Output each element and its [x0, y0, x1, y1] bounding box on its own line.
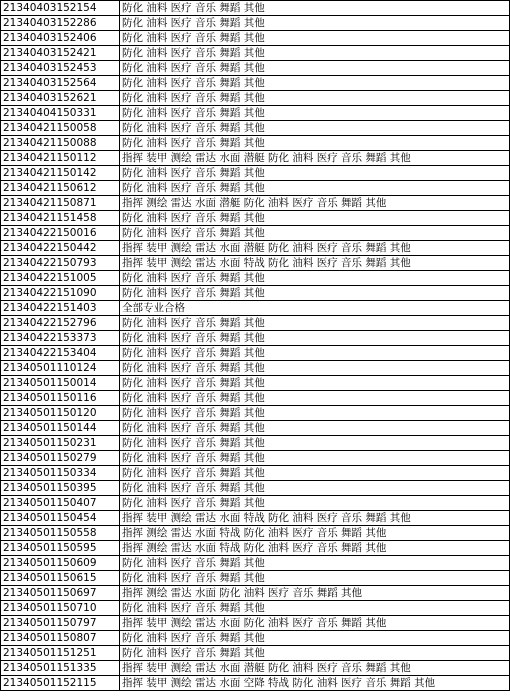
qualified-specialties-cell[interactable]: 防化 油料 医疗 音乐 舞蹈 其他: [120, 496, 510, 511]
qualified-specialties-cell[interactable]: 防化 油料 医疗 音乐 舞蹈 其他: [120, 136, 510, 151]
table-row: [1, 361, 510, 376]
qualified-specialties-cell[interactable]: 防化 油料 医疗 音乐 舞蹈 其他: [120, 91, 510, 106]
table-row: [1, 571, 510, 586]
qualified-specialties-cell[interactable]: 防化 油料 医疗 音乐 舞蹈 其他: [120, 76, 510, 91]
qualified-specialties-cell[interactable]: 防化 油料 医疗 音乐 舞蹈 其他: [120, 31, 510, 46]
candidate-id-cell[interactable]: 21340501150609: [1, 556, 120, 571]
qualified-specialties-cell[interactable]: 指挥 装甲 测绘 雷达 水面 潜艇 防化 油料 医疗 音乐 舞蹈 其他: [120, 661, 510, 676]
candidate-id-cell[interactable]: 21340403152453: [1, 61, 120, 76]
table-row: [1, 346, 510, 361]
candidate-id-cell[interactable]: 21340422153404: [1, 346, 120, 361]
candidate-id-cell[interactable]: 21340501150334: [1, 466, 120, 481]
candidate-id-cell[interactable]: 21340501150116: [1, 391, 120, 406]
qualified-specialties-cell[interactable]: 防化 油料 医疗 音乐 舞蹈 其他: [120, 646, 510, 661]
table-row: [1, 181, 510, 196]
candidate-id-cell[interactable]: 21340501150807: [1, 631, 120, 646]
qualified-specialties-cell[interactable]: 防化 油料 医疗 音乐 舞蹈 其他: [120, 631, 510, 646]
qualified-specialties-cell[interactable]: 防化 油料 医疗 音乐 舞蹈 其他: [120, 361, 510, 376]
table-row: [1, 616, 510, 631]
table-row: [1, 196, 510, 211]
candidate-id-cell[interactable]: 21340501110124: [1, 361, 120, 376]
qualified-specialties-cell[interactable]: 指挥 测绘 雷达 水面 防化 油料 医疗 音乐 舞蹈 其他: [120, 586, 510, 601]
table-row: [1, 511, 510, 526]
table-row: [1, 406, 510, 421]
candidate-id-cell[interactable]: 21340421150871: [1, 196, 120, 211]
table-row: [1, 556, 510, 571]
candidate-id-cell[interactable]: 21340403152564: [1, 76, 120, 91]
table-row: [1, 61, 510, 76]
table-row: [1, 16, 510, 31]
qualified-specialties-cell[interactable]: 防化 油料 医疗 音乐 舞蹈 其他: [120, 106, 510, 121]
table-row: [1, 541, 510, 556]
qualified-specialties-cell[interactable]: 防化 油料 医疗 音乐 舞蹈 其他: [120, 571, 510, 586]
table-row: [1, 271, 510, 286]
qualified-specialties-cell[interactable]: 防化 油料 医疗 音乐 舞蹈 其他: [120, 1, 510, 16]
table-row: [1, 631, 510, 646]
table-row: [1, 301, 510, 316]
candidate-id-cell[interactable]: 21340501150014: [1, 376, 120, 391]
candidate-id-cell[interactable]: 21340403152286: [1, 16, 120, 31]
candidate-id-cell[interactable]: 21340421150088: [1, 136, 120, 151]
candidate-id-cell[interactable]: 21340404150331: [1, 106, 120, 121]
table-row: [1, 466, 510, 481]
table-row: [1, 256, 510, 271]
qualified-specialties-cell[interactable]: 防化 油料 医疗 音乐 舞蹈 其他: [120, 481, 510, 496]
qualified-specialties-cell[interactable]: 防化 油料 医疗 音乐 舞蹈 其他: [120, 181, 510, 196]
table-row: [1, 601, 510, 616]
table-row: [1, 91, 510, 106]
candidate-id-cell[interactable]: 21340421151458: [1, 211, 120, 226]
candidate-id-cell[interactable]: 21340421150142: [1, 166, 120, 181]
table-row: [1, 136, 510, 151]
candidate-id-cell[interactable]: 21340403152421: [1, 46, 120, 61]
qualified-specialties-cell[interactable]: 防化 油料 医疗 音乐 舞蹈 其他: [120, 331, 510, 346]
qualified-specialties-cell[interactable]: 全部专业合格: [120, 301, 510, 316]
qualified-specialties-cell[interactable]: 防化 油料 医疗 音乐 舞蹈 其他: [120, 346, 510, 361]
qualified-specialties-cell[interactable]: 防化 油料 医疗 音乐 舞蹈 其他: [120, 121, 510, 136]
qualified-specialties-cell[interactable]: 防化 油料 医疗 音乐 舞蹈 其他: [120, 601, 510, 616]
table-row: [1, 451, 510, 466]
table-row: [1, 1, 510, 16]
table-row: [1, 391, 510, 406]
qualified-specialties-cell[interactable]: 防化 油料 医疗 音乐 舞蹈 其他: [120, 61, 510, 76]
qualified-specialties-cell[interactable]: 防化 油料 医疗 音乐 舞蹈 其他: [120, 436, 510, 451]
table-row: [1, 106, 510, 121]
qualified-specialties-cell[interactable]: 指挥 装甲 测绘 雷达 水面 防化 油料 医疗 音乐 舞蹈 其他: [120, 616, 510, 631]
qualified-specialties-cell[interactable]: 指挥 测绘 雷达 水面 特战 防化 油料 医疗 音乐 舞蹈 其他: [120, 526, 510, 541]
candidate-id-cell[interactable]: 21340501150697: [1, 586, 120, 601]
qualified-specialties-cell[interactable]: 指挥 装甲 测绘 雷达 水面 潜艇 防化 油料 医疗 音乐 舞蹈 其他: [120, 151, 510, 166]
table-body: [1, 1, 510, 691]
qualified-specialties-cell[interactable]: 指挥 装甲 测绘 雷达 水面 特战 防化 油料 医疗 音乐 舞蹈 其他: [120, 511, 510, 526]
qualified-specialties-cell[interactable]: 防化 油料 医疗 音乐 舞蹈 其他: [120, 16, 510, 31]
candidate-id-cell[interactable]: 21340403152154: [1, 1, 120, 16]
candidate-id-cell[interactable]: 21340501150407: [1, 496, 120, 511]
candidate-id-cell[interactable]: 21340501151251: [1, 646, 120, 661]
candidate-id-cell[interactable]: 21340421150112: [1, 151, 120, 166]
candidate-id-cell[interactable]: 21340422151005: [1, 271, 120, 286]
qualified-specialties-cell[interactable]: 防化 油料 医疗 音乐 舞蹈 其他: [120, 421, 510, 436]
candidate-id-cell[interactable]: 21340501151335: [1, 661, 120, 676]
table-row: [1, 316, 510, 331]
table-row: [1, 31, 510, 46]
table-row: [1, 526, 510, 541]
table-row: [1, 661, 510, 676]
table-row: [1, 496, 510, 511]
candidate-id-cell[interactable]: 21340501150395: [1, 481, 120, 496]
candidate-id-cell[interactable]: 21340422153373: [1, 331, 120, 346]
qualified-specialties-cell[interactable]: 指挥 装甲 测绘 雷达 水面 潜艇 防化 油料 医疗 音乐 舞蹈 其他: [120, 241, 510, 256]
table-row: [1, 421, 510, 436]
candidate-id-cell[interactable]: 21340501150797: [1, 616, 120, 631]
qualified-specialties-cell[interactable]: 防化 油料 医疗 音乐 舞蹈 其他: [120, 466, 510, 481]
table-row: [1, 211, 510, 226]
table-row: [1, 676, 510, 691]
table-row: [1, 286, 510, 301]
candidate-id-cell[interactable]: 21340403152406: [1, 31, 120, 46]
candidate-id-cell[interactable]: 21340501152115: [1, 676, 120, 691]
candidate-id-cell[interactable]: 21340501150120: [1, 406, 120, 421]
qualified-specialties-cell[interactable]: 指挥 测绘 雷达 水面 潜艇 防化 油料 医疗 音乐 舞蹈 其他: [120, 196, 510, 211]
table-row: [1, 586, 510, 601]
table-row: [1, 481, 510, 496]
candidate-id-cell[interactable]: 21340501150144: [1, 421, 120, 436]
qualified-specialties-cell[interactable]: 防化 油料 医疗 音乐 舞蹈 其他: [120, 166, 510, 181]
candidate-id-cell[interactable]: 21340501150279: [1, 451, 120, 466]
candidate-id-cell[interactable]: 21340501150454: [1, 511, 120, 526]
qualified-specialties-cell[interactable]: 指挥 装甲 测绘 雷达 水面 特战 防化 油料 医疗 音乐 舞蹈 其他: [120, 256, 510, 271]
qualified-specialties-cell[interactable]: 指挥 装甲 测绘 雷达 水面 空降 特战 防化 油料 医疗 音乐 舞蹈 其他: [120, 676, 510, 691]
candidate-id-cell[interactable]: 21340422151090: [1, 286, 120, 301]
qualified-specialties-cell[interactable]: 防化 油料 医疗 音乐 舞蹈 其他: [120, 211, 510, 226]
candidate-id-cell[interactable]: 21340422150442: [1, 241, 120, 256]
qualified-specialties-cell[interactable]: 防化 油料 医疗 音乐 舞蹈 其他: [120, 406, 510, 421]
candidate-id-cell[interactable]: 21340501150710: [1, 601, 120, 616]
table-row: [1, 646, 510, 661]
candidate-id-cell[interactable]: 21340501150615: [1, 571, 120, 586]
table-row: [1, 76, 510, 91]
candidate-id-cell[interactable]: 21340501150231: [1, 436, 120, 451]
candidate-id-cell[interactable]: 21340501150558: [1, 526, 120, 541]
candidate-id-cell[interactable]: 21340421150058: [1, 121, 120, 136]
table-row: [1, 331, 510, 346]
candidate-id-cell[interactable]: 21340403152621: [1, 91, 120, 106]
qualified-specialties-cell[interactable]: 防化 油料 医疗 音乐 舞蹈 其他: [120, 286, 510, 301]
qualified-specialties-cell[interactable]: 防化 油料 医疗 音乐 舞蹈 其他: [120, 46, 510, 61]
qualified-specialties-cell[interactable]: 指挥 测绘 雷达 水面 特战 防化 油料 医疗 音乐 舞蹈 其他: [120, 541, 510, 556]
candidate-id-cell[interactable]: 21340422150016: [1, 226, 120, 241]
candidate-id-cell[interactable]: 21340501150595: [1, 541, 120, 556]
table-row: [1, 121, 510, 136]
qualified-specialties-cell[interactable]: 防化 油料 医疗 音乐 舞蹈 其他: [120, 451, 510, 466]
qualified-specialties-cell[interactable]: 防化 油料 医疗 音乐 舞蹈 其他: [120, 226, 510, 241]
qualified-specialties-cell[interactable]: 防化 油料 医疗 音乐 舞蹈 其他: [120, 376, 510, 391]
candidate-id-cell[interactable]: 21340422152796: [1, 316, 120, 331]
qualified-specialties-cell[interactable]: 防化 油料 医疗 音乐 舞蹈 其他: [120, 271, 510, 286]
candidate-id-cell[interactable]: 21340422150793: [1, 256, 120, 271]
table-row: [1, 226, 510, 241]
qualified-specialties-cell[interactable]: 防化 油料 医疗 音乐 舞蹈 其他: [120, 391, 510, 406]
qualified-specialties-cell[interactable]: 防化 油料 医疗 音乐 舞蹈 其他: [120, 556, 510, 571]
table-row: [1, 436, 510, 451]
table-row: [1, 166, 510, 181]
table-row: [1, 151, 510, 166]
table-row: [1, 46, 510, 61]
candidate-id-cell[interactable]: 21340422151403: [1, 301, 120, 316]
candidate-id-cell[interactable]: 21340421150612: [1, 181, 120, 196]
table-row: [1, 376, 510, 391]
qualified-specialties-cell[interactable]: 防化 油料 医疗 音乐 舞蹈 其他: [120, 316, 510, 331]
table-row: [1, 241, 510, 256]
